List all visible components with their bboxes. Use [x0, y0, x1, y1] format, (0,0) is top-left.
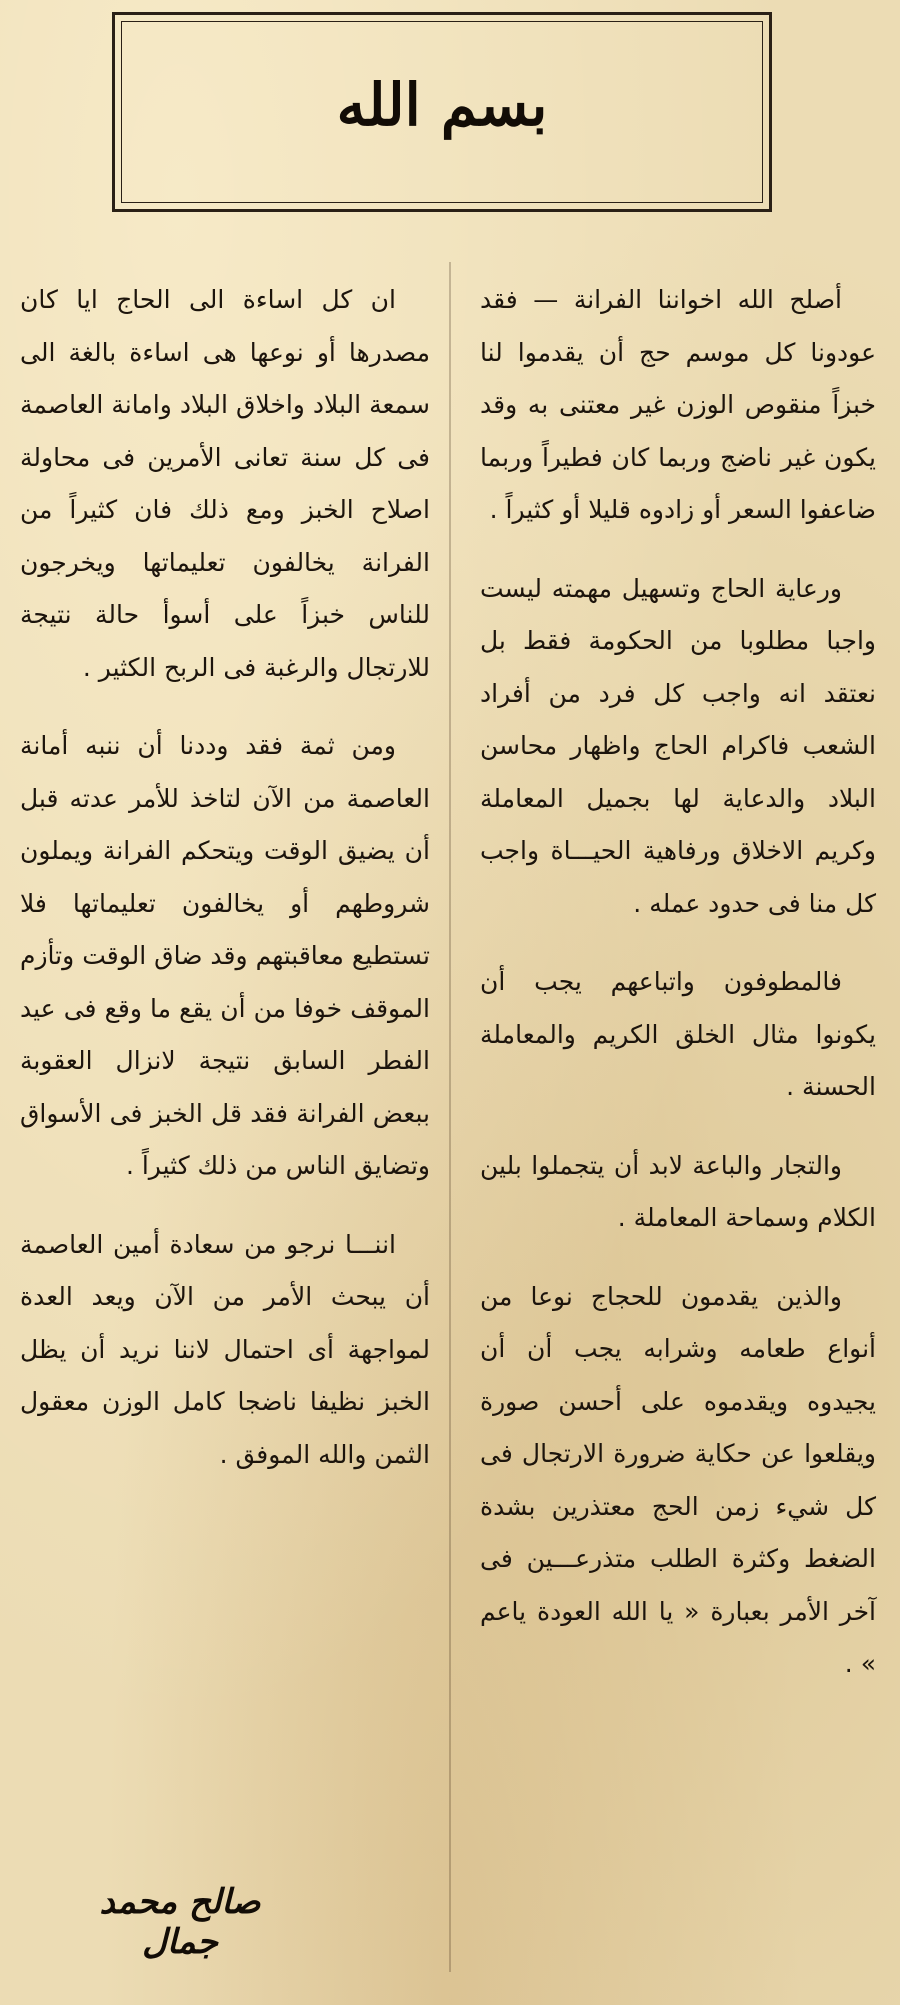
author-signature: صالح محمد جمال — [99, 1882, 261, 1962]
paragraph: ورعاية الحاج وتسهيل مهمته ليست واجبا مطلوبا من الحكومة فقط بل نعتقد انه واجب كل فرد من أفراد الشعب فاكرام الحاج واظهار محاسن البلاد والدعاية لها بجميل المعاملة وكريم الاخلاق ورفاهية الحيـــاة واجب كل منا فى حدود عمله . — [480, 573, 876, 918]
basmala-calligraphy: بسم الله — [336, 71, 548, 139]
paragraph: أصلح الله اخواننا الفرانة — فقد عودونا كل موسم حج أن يقدموا لنا خبزاً منقوص الوزن غير معتنى به وقد يكون غير ناضج وربما كان فطيراً وربما ضاعفوا السعر أو زادوه قليلا أو كثيراً . — [480, 285, 876, 524]
paragraph: اننـــا نرجو من سعادة أمين العاصمة أن يبحث الأمر من الآن ويعد العدة لمواجهة أى احتمال لاننا نريد أن يظل الخبز نظيفا ناضجا كامل الوزن معقول الثمن والله الموفق . — [20, 1229, 430, 1469]
paragraph: ومن ثمة فقد وددنا أن ننبه أمانة العاصمة من الآن لتاخذ للأمر عدته قبل أن يضيق الوقت ويتحكم الفرانة ويملون شروطهم أو يخالفون تعليماتها فلا تستطيع معاقبتهم وقد ضاق الوقت وتأزم الموقف خوفا من أن يقع ما وقع فى عيد الفطر السابق نتيجة لانزال العقوبة ببعض الفرانة فقد قل الخبز فى الأسواق وتضايق الناس من ذلك كثيراً . — [20, 731, 430, 1180]
basmala-header-box — [112, 12, 772, 212]
paragraph: فالمطوفون واتباعهم يجب أن يكونوا مثال الخلق الكريم والمعاملة الحسنة . — [480, 967, 876, 1101]
left-column — [20, 274, 430, 1507]
column-divider — [449, 262, 451, 1972]
paragraph: ان كل اساءة الى الحاج ايا كان مصدرها أو نوعها هى اساءة بالغة الى سمعة البلاد واخلاق البلاد وامانة العاصمة فى كل سنة تعانى الأمرين فى محاولة اصلاح الخبز ومع ذلك فان كثيراً من الفرانة يخالفون تعليماتها ويخرجون للناس خبزاً على أسوأ حالة نتيجة للارتجال والرغبة فى الربح الكثير . — [20, 285, 430, 682]
paragraph: والتجار والباعة لابد أن يتجملوا بلين الكلام وسماحة المعاملة . — [480, 1150, 876, 1232]
right-column — [480, 274, 876, 1717]
paragraph: والذين يقدمون للحجاج نوعا من أنواع طعامه وشرابه يجب أن أن يجيدوه ويقدموه على أحسن صورة ويقلعوا عن حكاية ضرورة الارتجال فى كل شيء زمن الحج معتذرين بشدة الضغط وكثرة الطلب متذرعـــين فى آخر الأمر بعبارة « يا الله العودة ياعم » . — [480, 1281, 876, 1678]
